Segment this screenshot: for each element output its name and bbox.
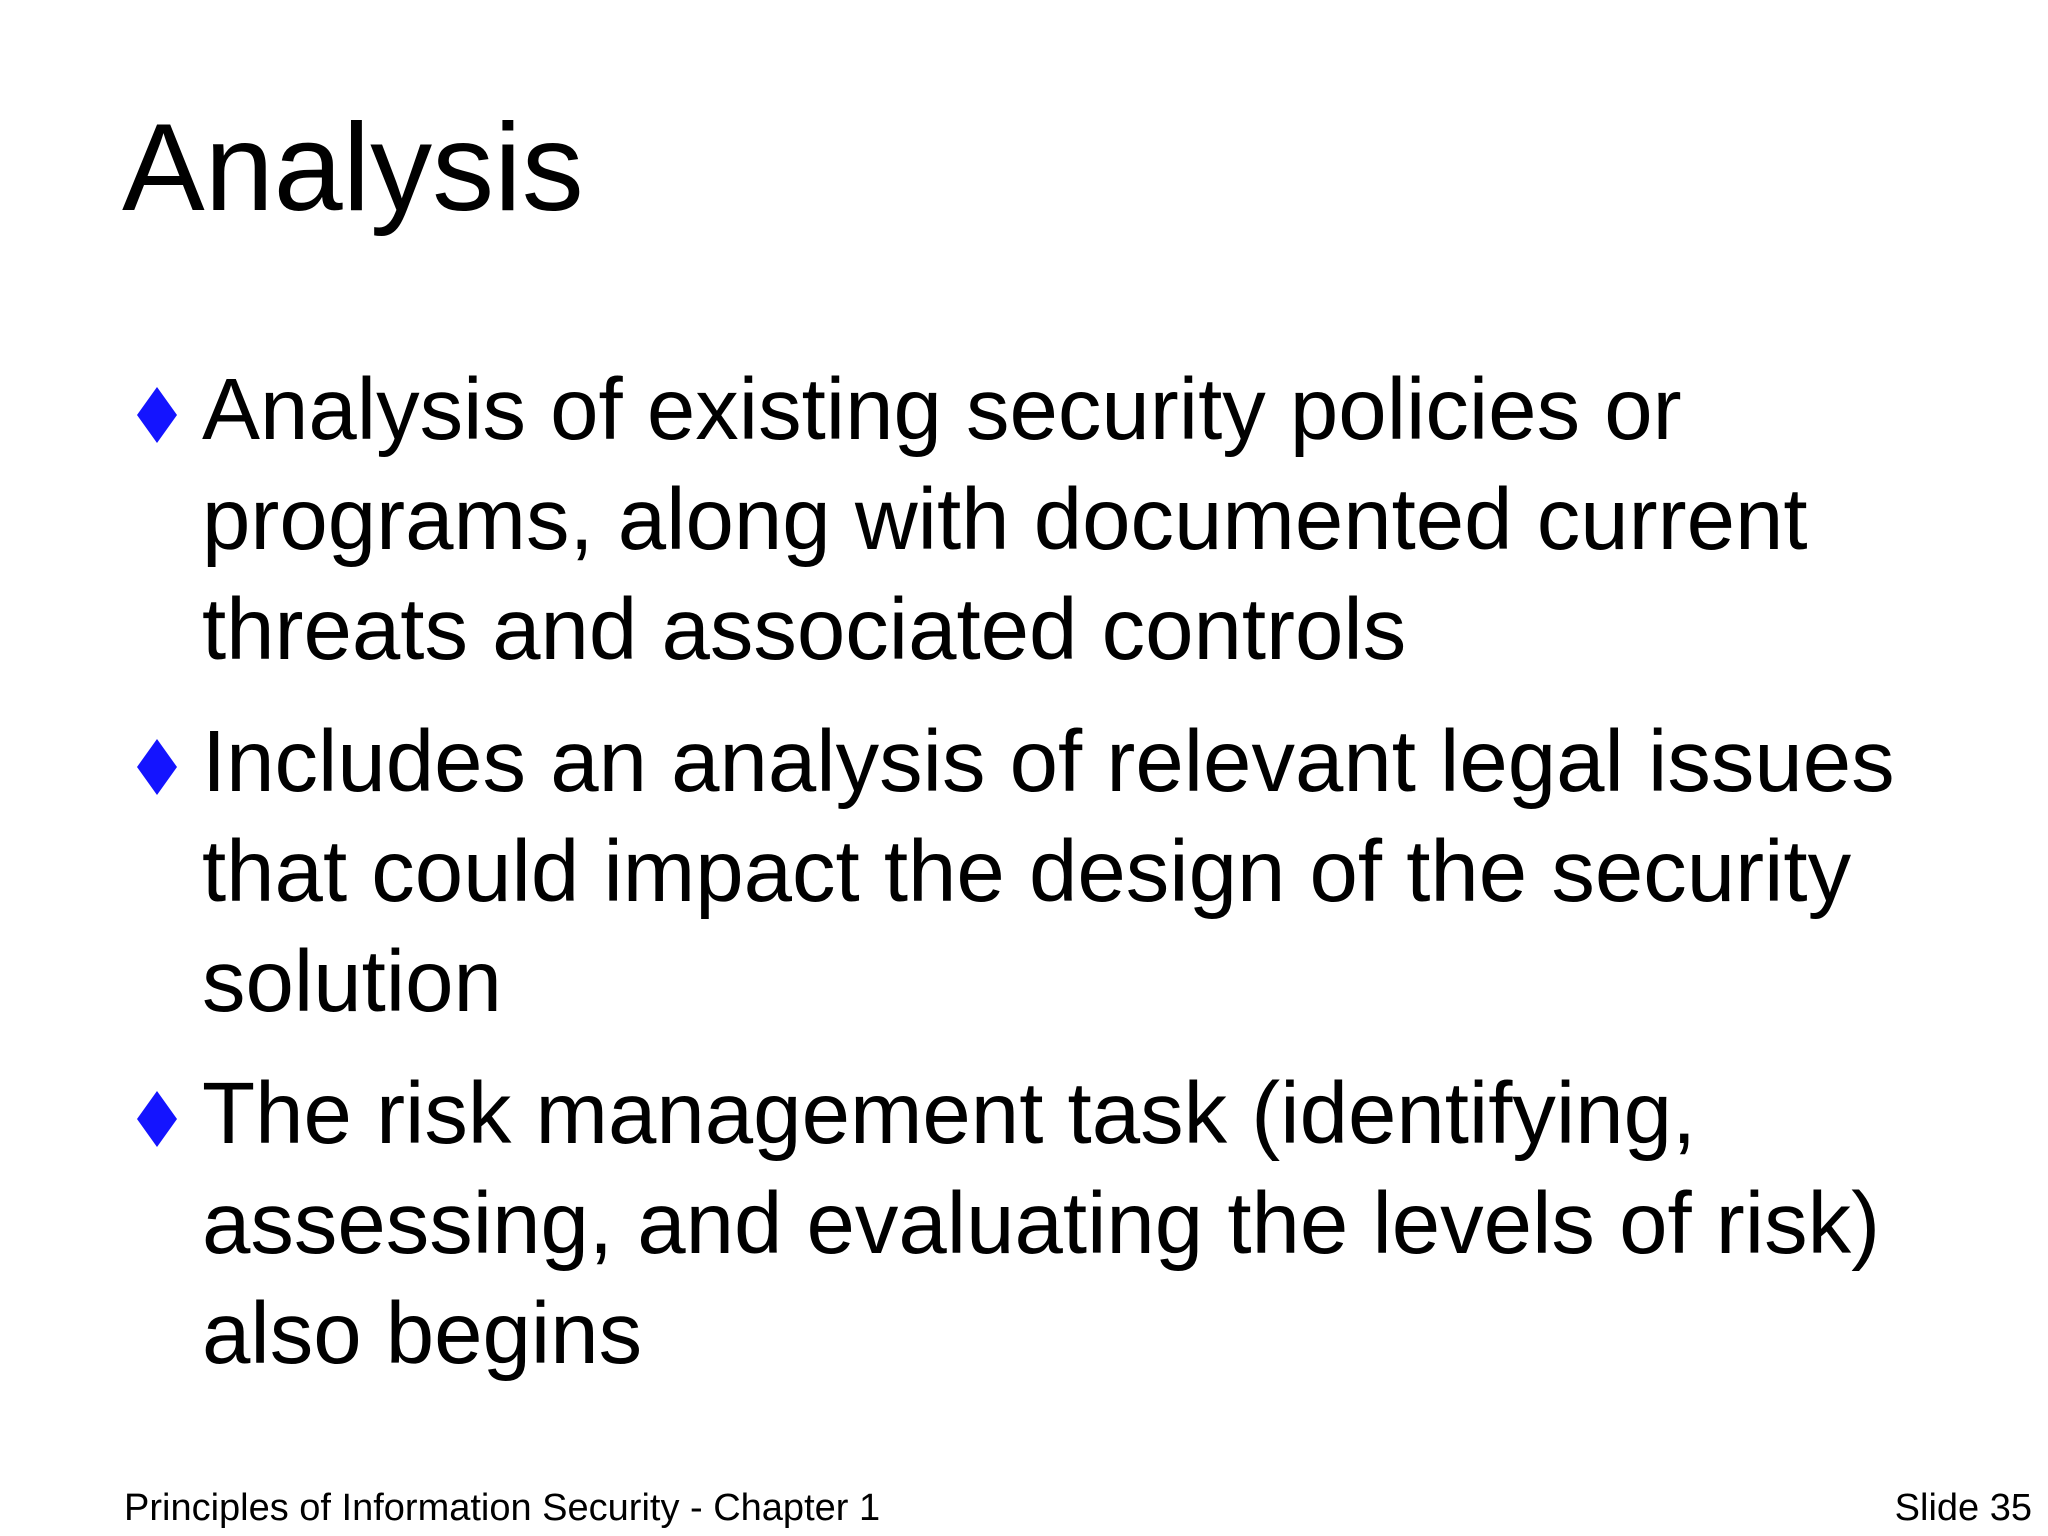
footer-chapter: Principles of Information Security - Chapter 1 [124, 1487, 881, 1529]
bullet-text: Includes an analysis of relevant legal issues that could impact the design of the security solution [202, 713, 1895, 1030]
bullet-text: The risk management task (identifying, assessing, and evaluating the levels of risk) also begins [202, 1065, 1881, 1382]
diamond-bullet-icon [137, 739, 177, 795]
bullet-item [132, 707, 1932, 1037]
bullet-text: Analysis of existing security policies or programs, along with documented current threats and associated controls [202, 361, 1808, 678]
bullet-list [132, 355, 1932, 1411]
diamond-bullet-icon [137, 1091, 177, 1147]
bullet-item [132, 355, 1932, 685]
bullet-item [132, 1059, 1932, 1389]
footer-slide-number: Slide 35 [1894, 1487, 2032, 1529]
slide-title: Analysis [122, 99, 584, 237]
diamond-bullet-icon [137, 387, 177, 443]
